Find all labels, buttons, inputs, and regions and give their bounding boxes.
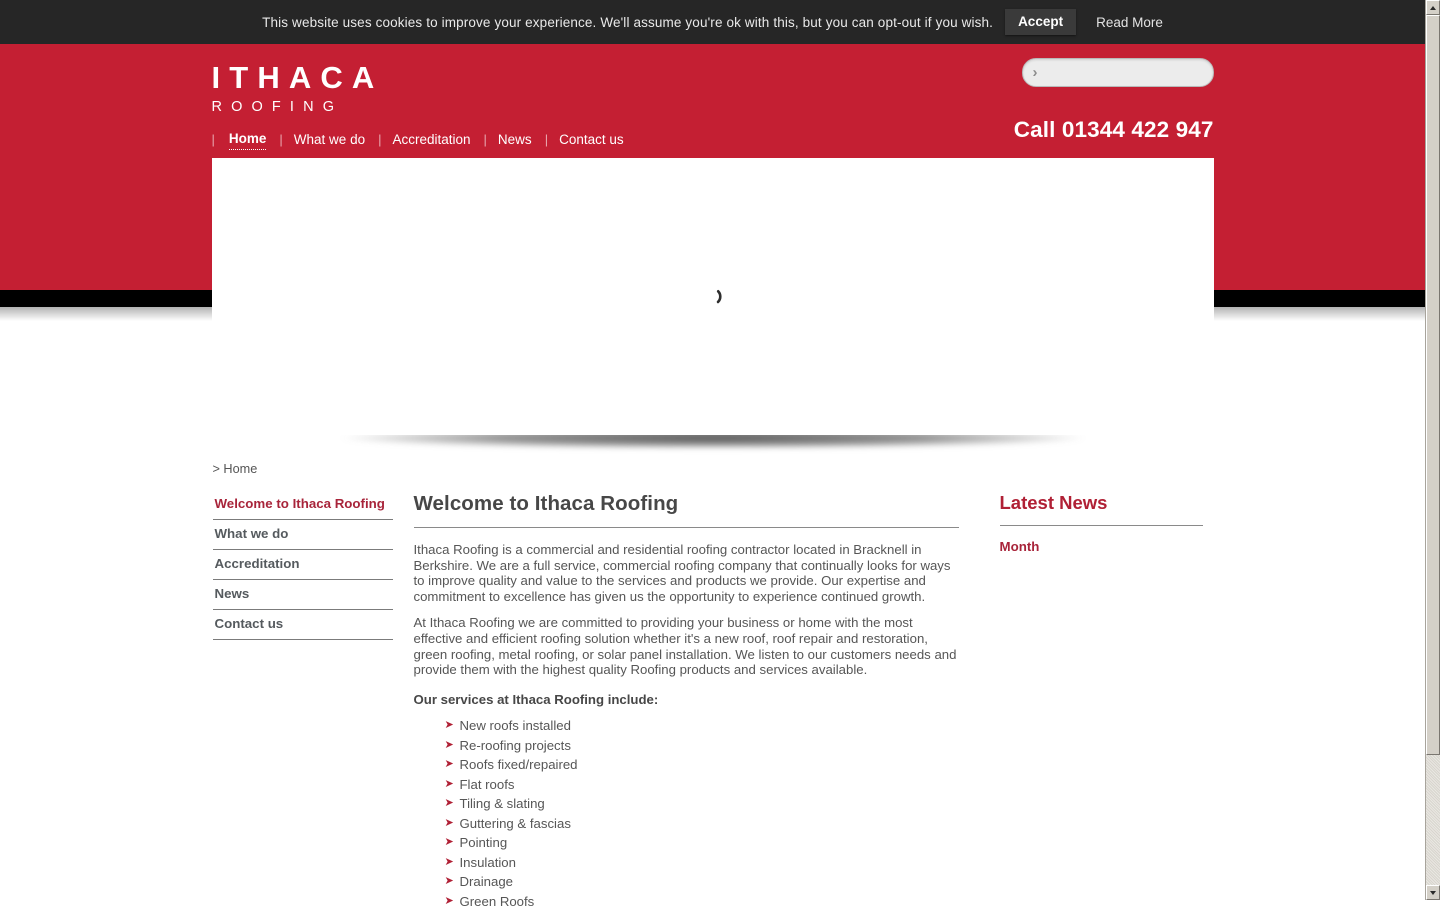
list-item: ➤ Re-roofing projects bbox=[447, 736, 959, 756]
chevron-right-icon[interactable]: › bbox=[1032, 64, 1038, 81]
list-item: ➤ Tiling & slating bbox=[447, 794, 959, 814]
page-content bbox=[212, 462, 1214, 911]
news-month-label: Month bbox=[999, 539, 1040, 554]
list-item: ➤ Flat roofs bbox=[447, 775, 959, 795]
search-input[interactable] bbox=[1038, 59, 1228, 86]
nav-item-home[interactable]: Home bbox=[229, 128, 267, 150]
sidebar-item-what-we-do[interactable]: What we do bbox=[213, 520, 393, 550]
cookie-message: This website uses cookies to improve your experience. We'll assume you're ok with this, but you can opt-out if you wish. bbox=[262, 14, 994, 30]
sidebar-item-contact-us[interactable]: Contact us bbox=[213, 610, 393, 640]
content-columns bbox=[212, 490, 1214, 911]
cookie-consent-bar bbox=[0, 0, 1425, 44]
nav-separator: | bbox=[483, 131, 487, 147]
list-item: ➤ Guttering & fascias bbox=[447, 814, 959, 834]
header-phone-number: Call 01344 422 947 bbox=[1013, 117, 1214, 142]
list-item: ➤ New roofs installed bbox=[447, 716, 959, 736]
services-heading: Our services at Ithaca Roofing include: bbox=[413, 691, 659, 707]
list-item: ➤ Drainage bbox=[447, 872, 959, 892]
nav-item-contact-us[interactable]: Contact us bbox=[559, 131, 624, 147]
sidebar-item-news[interactable]: News bbox=[213, 580, 393, 610]
list-item: ➤ Insulation bbox=[447, 853, 959, 873]
intro-paragraph-1: Ithaca Roofing is a commercial and residential roofing contractor located in Bracknell in Berkshire. We are a full service, commercial roofing company that continually looks for ways to improve quality and value to the services and products we provide. Our expertise and commitment to excellence has given us the opportunity to experience continued growth. bbox=[413, 542, 951, 604]
intro-paragraph-2: At Ithaca Roofing we are committed to providing your business or home with the most effective and efficient roofing solution whether it's a new roof, roof repair and restoration, green roofing, metal roofing, or solar panel installation. We listen to our customers needs and provide them with the highest quality Roofing products and services available. bbox=[413, 615, 957, 678]
vertical-scrollbar[interactable] bbox=[1425, 0, 1440, 900]
logo-primary-text: ITHACA bbox=[211, 60, 384, 95]
triangle-down-icon bbox=[1430, 891, 1436, 895]
list-item: ➤ Roofs fixed/repaired bbox=[447, 755, 959, 775]
nav-item-news[interactable]: News bbox=[497, 131, 532, 147]
services-list bbox=[414, 716, 959, 911]
nav-separator: | bbox=[544, 131, 549, 147]
main-article bbox=[414, 490, 959, 911]
latest-news-panel bbox=[1000, 490, 1203, 554]
nav-item-accreditation[interactable]: Accreditation bbox=[392, 131, 471, 147]
primary-navigation bbox=[212, 128, 637, 150]
cookie-accept-button[interactable]: Accept bbox=[1005, 9, 1076, 35]
scrollbar-up-button[interactable] bbox=[1426, 0, 1440, 15]
sidebar-item-welcome[interactable]: Welcome to Ithaca Roofing bbox=[213, 490, 393, 520]
nav-separator: | bbox=[211, 131, 215, 147]
hero-slider[interactable] bbox=[212, 158, 1214, 435]
breadcrumb: > Home bbox=[212, 462, 258, 476]
logo-secondary-text: ROOFING bbox=[211, 99, 344, 115]
list-item: ➤ Pointing bbox=[447, 833, 959, 853]
scrollbar-thumb[interactable] bbox=[1426, 15, 1440, 755]
nav-separator: | bbox=[279, 131, 283, 147]
site-logo[interactable] bbox=[212, 62, 384, 115]
search-box[interactable] bbox=[1022, 58, 1214, 87]
latest-news-title: Latest News bbox=[1000, 492, 1203, 526]
nav-separator: | bbox=[378, 131, 382, 147]
loading-spinner-icon bbox=[702, 286, 724, 308]
sidebar-item-accreditation[interactable]: Accreditation bbox=[213, 550, 393, 580]
triangle-up-icon bbox=[1430, 6, 1436, 10]
nav-item-what-we-do[interactable]: What we do bbox=[293, 131, 366, 147]
sidebar-navigation bbox=[213, 490, 393, 640]
list-item: ➤ Green Roofs bbox=[447, 892, 959, 911]
scrollbar-down-button[interactable] bbox=[1426, 885, 1440, 900]
cookie-read-more-link[interactable]: Read More bbox=[1096, 14, 1163, 30]
page-title: Welcome to Ithaca Roofing bbox=[414, 492, 959, 528]
